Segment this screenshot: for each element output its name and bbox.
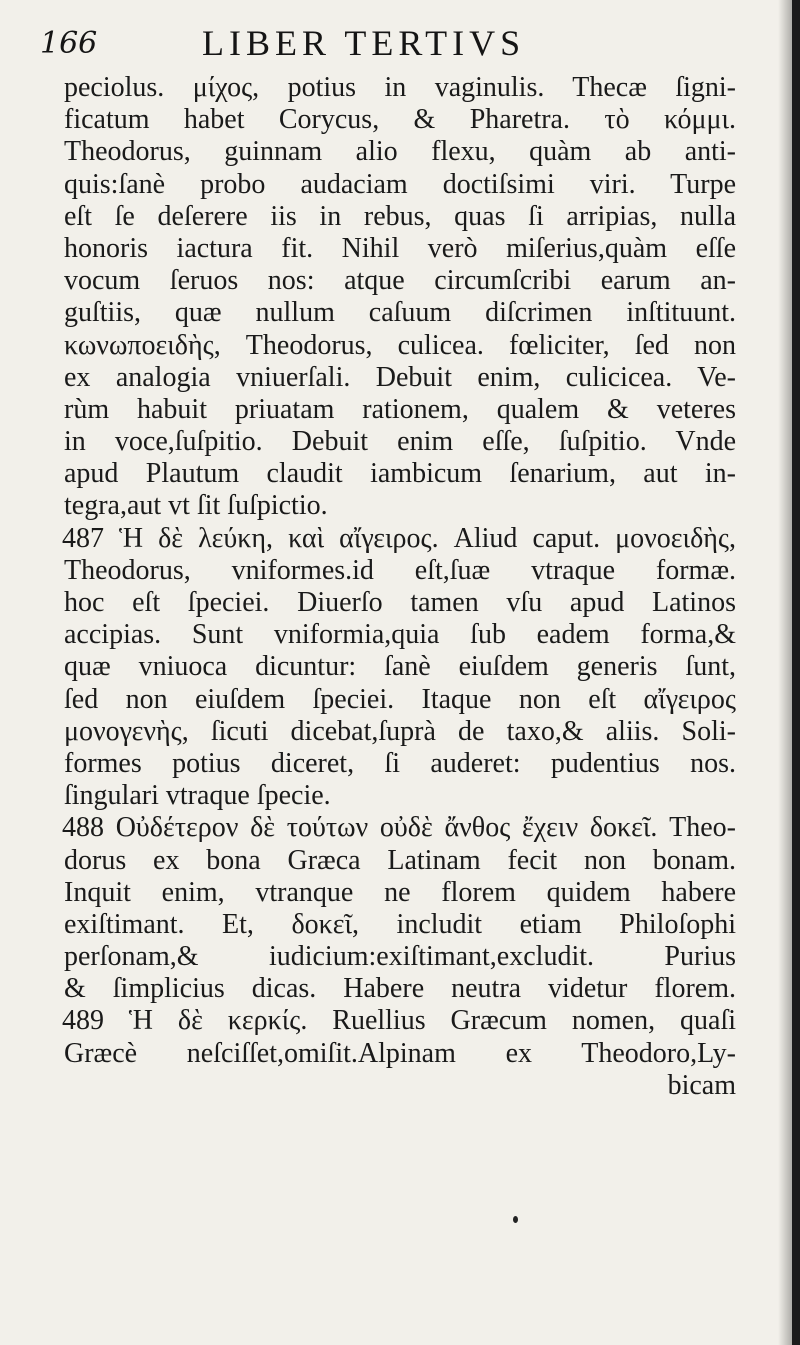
text-line: vocum ſeruos nos: atque circumſcribi earum an- bbox=[64, 265, 736, 297]
page-number: 166 bbox=[40, 26, 98, 61]
text-line: accipias. Sunt vniformia,quia ſub eadem forma,& bbox=[64, 619, 736, 651]
text-line: & ſimplicius dicas. Habere neutra videtur florem. bbox=[64, 973, 736, 1005]
entry-heading-488: 488 Οὐδέτερον δὲ τούτων οὐδὲ ἄνθος ἔχειν δοκεῖ. Theo- bbox=[62, 812, 736, 844]
text-line: κωνωποειδὴς, Theodorus, culicea. fœliciter, ſed non bbox=[64, 329, 736, 361]
text-line: apud Plautum claudit iambicum ſenarium, aut in- bbox=[64, 458, 736, 490]
text-line: peciolus. μίχος, potius in vaginulis. Thecæ ſigni- bbox=[64, 72, 736, 103]
running-head bbox=[40, 18, 740, 68]
ink-spot bbox=[513, 1216, 518, 1223]
text-line: in voce,ſuſpitio. Debuit enim eſſe, ſuſpitio. Vnde bbox=[64, 426, 736, 458]
text-line: eſt ſe deſerere iis in rebus, quas ſi arripias, nulla bbox=[64, 200, 736, 232]
text-line: dorus ex bona Græca Latinam fecit non bonam. bbox=[64, 844, 736, 876]
text-line: Theodorus, guinnam alio flexu, quàm ab anti- bbox=[64, 136, 736, 168]
catchword: bicam bbox=[667, 1069, 736, 1101]
text-line: Græcè neſciſſet,omiſit.Alpinam ex Theodoro,Ly- bbox=[64, 1037, 736, 1069]
text-line: perſonam,& iudicium:exiſtimant,excludit. Purius bbox=[64, 941, 736, 973]
text-line: hoc eſt ſpeciei. Diuerſo tamen vſu apud Latinos bbox=[64, 587, 736, 618]
text-line: ex analogia vniuerſali. Debuit enim, culicicea. Ve- bbox=[64, 361, 736, 393]
text-line: Theodorus, vniformes.id eſt,ſuæ vtraque formæ. bbox=[64, 554, 736, 586]
entry-heading-487: 487 Ἡ δὲ λεύκη, καὶ αἴγειρος. Aliud caput. μονοειδὴς, bbox=[62, 522, 736, 554]
text-line: guſtiis, quæ nullum caſuum diſcrimen inſtituunt. bbox=[64, 297, 736, 329]
text-line: Inquit enim, vtranque ne florem quidem habere bbox=[64, 876, 736, 908]
text-line: rùm habuit priuatam rationem, qualem & veteres bbox=[64, 393, 736, 425]
text-line: tegra,aut vt ſit ſuſpictio. bbox=[64, 490, 328, 522]
running-title: LIBER TERTIVS bbox=[202, 23, 526, 63]
text-line: honoris iactura fit. Nihil verò miſerius,quàm eſſe bbox=[64, 232, 736, 264]
text-line: exiſtimant. Et, δοκεῖ, includit etiam Philoſophi bbox=[64, 908, 736, 940]
text-line: ſed non eiuſdem ſpeciei. Itaque non eſt αἴγειρος bbox=[64, 683, 736, 715]
text-line: quis:ſanè probo audaciam doctiſsimi viri. Turpe bbox=[64, 168, 736, 200]
text-line: quæ vniuoca dicuntur: ſanè eiuſdem generis ſunt, bbox=[64, 651, 736, 683]
entry-heading-489: 489 Ἡ δὲ κερκίς. Ruellius Græcum nomen, quaſi bbox=[62, 1005, 736, 1037]
text-line: ficatum habet Corycus, & Pharetra. τὸ κόμμι. bbox=[64, 104, 736, 136]
text-line: μονογενὴς, ſicuti dicebat,ſuprà de taxo,& aliis. Soli- bbox=[64, 715, 736, 747]
body-text bbox=[64, 72, 736, 1102]
text-line: ſingulari vtraque ſpecie. bbox=[64, 780, 331, 812]
text-line: formes potius diceret, ſi auderet: pudentius nos. bbox=[64, 747, 736, 779]
